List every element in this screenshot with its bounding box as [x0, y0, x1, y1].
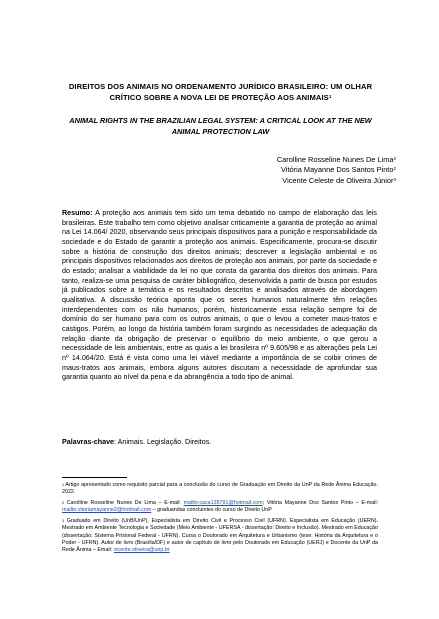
footnote-marker: 3 [62, 518, 64, 523]
footnote-separator [62, 477, 127, 478]
email-link-3[interactable]: vicente.oliveira@unp.br [113, 547, 170, 554]
footnote-marker: 1 [62, 482, 64, 487]
author-footnote-marker[interactable]: 2 [393, 166, 396, 172]
footnote-2 [62, 500, 378, 515]
title-portuguese-text: DIREITOS DOS ANIMAIS NO ORDENAMENTO JURÍDICO BRASILEIRO: UM OLHAR CRÍTICO SOBRE A NOVA LEI DE PROTEÇÃO AOS ANIMAIS [68, 82, 373, 102]
author-name: Carolline Rosseline Nunes De Lima [276, 155, 394, 164]
footnote-text: ; Vitória Mayanne Dos Santos Pinto – E-mail: [262, 500, 379, 507]
author-2 [277, 165, 396, 175]
author-footnote-marker[interactable]: 3 [393, 176, 396, 182]
footnote-1 [62, 482, 378, 497]
footnotes [62, 482, 378, 555]
title-footnote-marker[interactable]: 1 [328, 94, 332, 99]
footnote-text: – graduandas concluintes do curso de Direito UnP [151, 507, 272, 514]
author-1 [277, 155, 396, 165]
footnote-marker: 2 [62, 500, 64, 505]
keywords-text: : Animais. Legislação. Direitos. [114, 438, 212, 446]
footnote-text: Graduado em Direito (UnB/UnP), Especialista em Direito Civil e Processo Civil (UFRN). Especialista em Educação (UERN). Mestrado em Ambiente Tecnologia e Sociedade (Meio Ambiente - UFERSA - dissertação: Direito e Inclusão). Mestrado em Educação (dissertação: Sistema Prisional Federal - UFRN). Cursa o Doutorado em Arquitetura e Urbanismo (tese: História da Arquitetura e o Poder - UFRN). Autor de livro (Brasília/DF) e autor de capítulo de livro pelo Doutorado em Educação (UERJ) e Docente da UnP da Rede Ânima – Email: [62, 518, 378, 554]
abstract-text: A proteção aos animais tem sido um tema debatido no campo de elaboração das leis brasileiras. Este trabalho tem como objetivo analisar criticamente a garantia de proteção ao animal na Lei 14.064/ 2020, observando seus principais dispositivos para a punição e responsabilidade da sociedade e do Estado de garantir a proteção aos animais. Especificamente, procura-se discutir sobre a história de construção dos direitos animais; descrever a legislação ambiental e os principais dispositivos relacionados aos direitos de proteção aos animais, por parte da sociedade e do estado; analisar a viabilidade da lei no que consta da garantia dos direitos dos animais. Para tanto, realiza-se uma pesquisa de caráter bibliográfico, desenvolvida a partir de busca por estudos já publicados sobre a temática e os resultados descritos e analisados através de abordagem qualitativa. A discussão teórica aponta que os seres humanos naturalmente têm relações interdependentes com os não humanos, porém, historicamente essa relação sempre foi de domínio do ser humano para com os outros animais, o que o levou a cometer maus-tratos e castigos. Porém, ao longo da história também foram surgindo as necessidades de adequação da relação diante da obrigação de preservar o equilíbrio do meio ambiente, o que gerou a necessidade de leis ambientais, entre as quais a lei brasileira nº 9.605/98 e as alterações pela Lei nº 14.064/20. Está é vista como uma lei viável mediante a importância de se coibir crimes de maus-tratos aos animais, embora alguns autores discutam a necessidade de aprofundar sua garantia quanto ao nível da pena e da abrangência a todo tipo de animal. [62, 209, 378, 382]
author-list [277, 155, 396, 186]
title-english: ANIMAL RIGHTS IN THE BRAZILIAN LEGAL SYSTEM: A CRITICAL LOOK AT THE NEW ANIMAL PROTECTION LAW [69, 116, 372, 136]
title-portuguese [60, 81, 381, 103]
keywords [62, 437, 377, 447]
abstract [62, 209, 377, 383]
footnote-3 [62, 518, 378, 554]
email-link-1[interactable]: mailto:caca135791@hotmail.com [183, 500, 263, 507]
author-name: Vicente Celeste de Oliveira Júnior [282, 175, 394, 185]
title-block [60, 81, 381, 137]
author-name: Vitória Mayanne Dos Santos Pinto [281, 165, 394, 175]
keywords-label: Palavras-chave [62, 438, 115, 446]
footnote-text: Carolline Rosseline Nunes De Lima – E-mail: [64, 500, 184, 507]
footnote-text: Artigo apresentado como requisito parcial para a conclusão do curso de Graduação em Direito da UnP da Rede Ânima Educação. 2022. [62, 482, 378, 496]
author-3 [277, 176, 396, 186]
email-link-2[interactable]: mailto:vitoriamayanne2@hotmail.com [62, 507, 152, 514]
abstract-label: Resumo: [62, 209, 93, 217]
author-footnote-marker[interactable]: 2 [393, 156, 396, 161]
